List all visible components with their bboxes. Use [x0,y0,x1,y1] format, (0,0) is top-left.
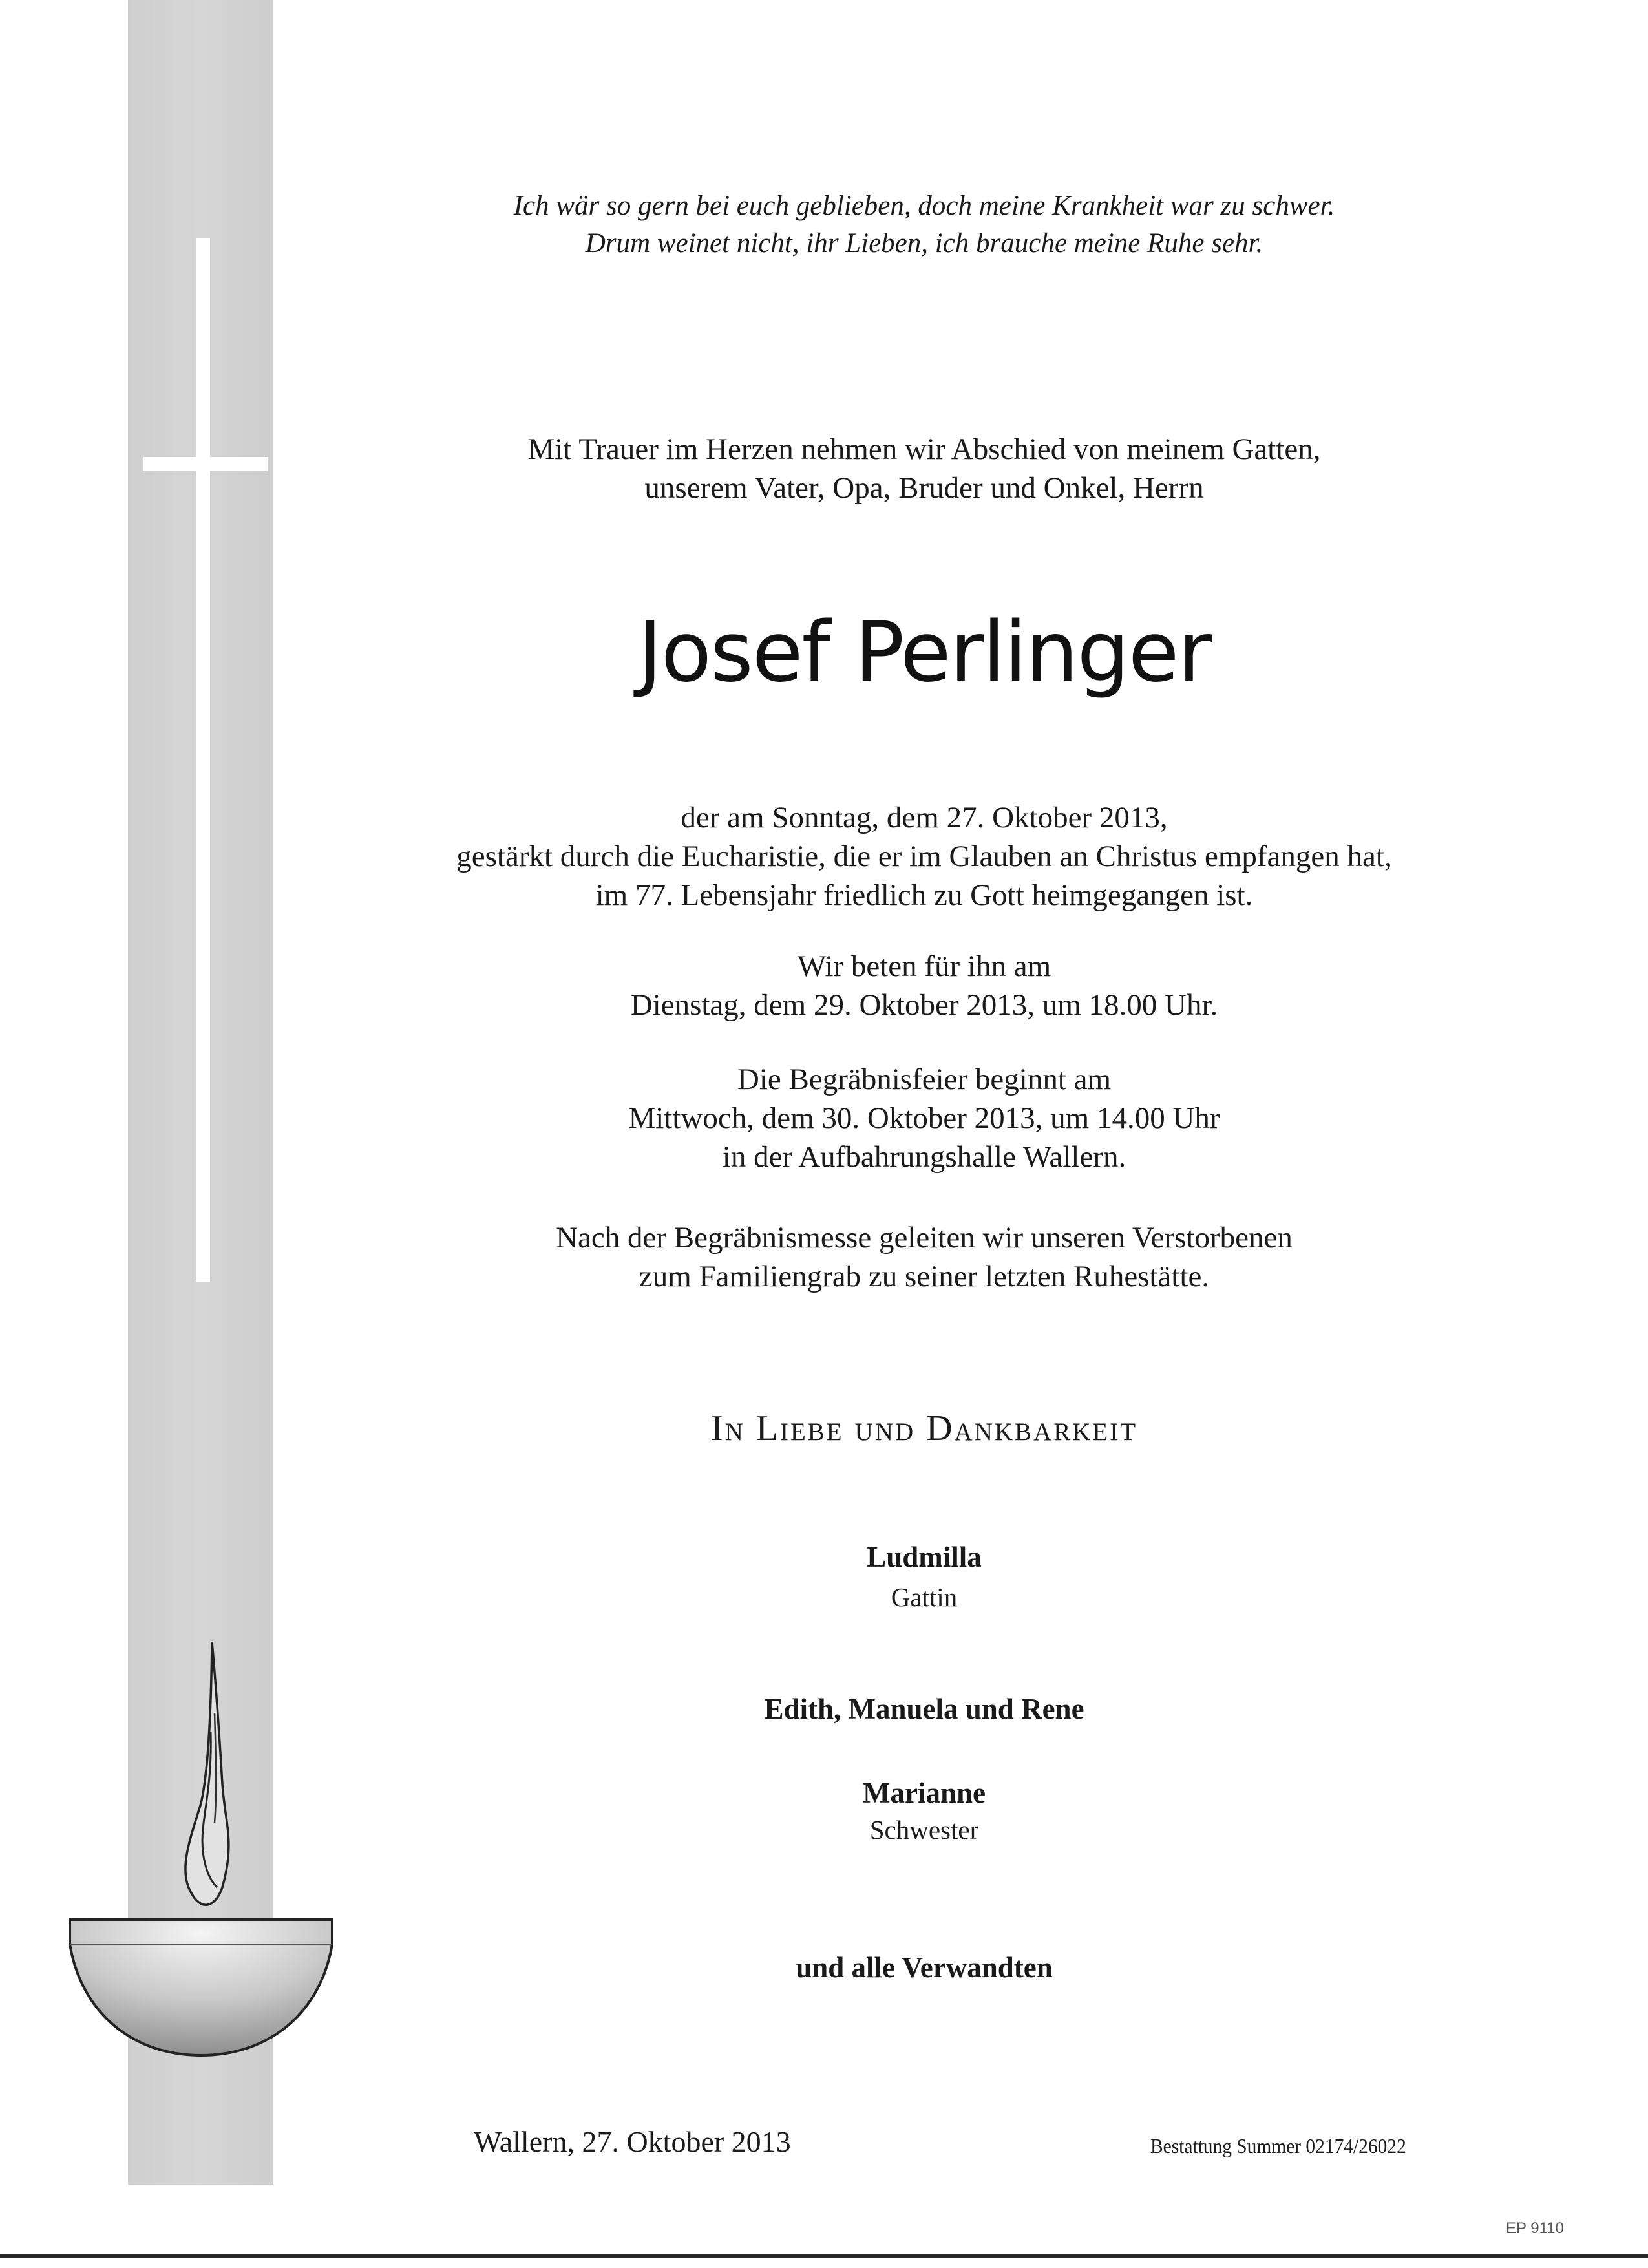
prayer-line-1: Wir beten für ihn am [797,949,1051,983]
funeral-line-2: Mittwoch, dem 30. Oktober 2013, um 14.00 Uhr [628,1101,1220,1135]
cross-icon-bar [143,457,268,471]
form-code: EP 9110 [1506,2220,1564,2237]
funeral-notice [278,1060,1570,1176]
funeral-line-1: Die Begräbnisfeier beginnt am [737,1063,1112,1096]
prayer-notice [278,947,1570,1024]
prayer-line-2: Dienstag, dem 29. Oktober 2013, um 18.00 Uhr. [630,988,1218,1022]
deceased-name: Josef Perlinger [637,604,1211,701]
burial-notice [278,1218,1570,1296]
death-notice [278,798,1570,915]
death-notice-line-3: im 77. Lebensjahr friedlich zu Gott heimgegangen ist. [595,878,1253,912]
burial-line-2: zum Familiengrab zu seiner letzten Ruhestätte. [639,1260,1210,1293]
undertaker-contact: Bestattung Summer 02174/26022 [1150,2134,1406,2157]
sibling-name: Marianne [863,1777,986,1809]
intro [278,430,1570,507]
burial-line-1: Nach der Begräbnismesse geleiten wir unseren Verstorbenen [556,1221,1293,1255]
bottom-rule [0,2254,1648,2258]
closing-phrase: In Liebe und Dankbarkeit [710,1408,1138,1448]
intro-line-1: Mit Trauer im Herzen nehmen wir Abschied von meinem Gatten, [527,432,1321,466]
death-notice-line-1: der am Sonntag, dem 27. Oktober 2013, [681,801,1168,834]
sibling-relation: Schwester [869,1815,979,1845]
verse-line-2: Drum weinet nicht, ihr Lieben, ich brauche meine Ruhe sehr. [585,228,1263,259]
funeral-line-3: in der Aufbahrungshalle Wallern. [722,1140,1126,1174]
spouse-name: Ludmilla [867,1541,982,1573]
place-date: Wallern, 27. Oktober 2013 [474,2125,791,2158]
children-names: Edith, Manuela und Rene [764,1693,1084,1725]
death-notice-line-2: gestärkt durch die Eucharistie, die er im Glauben an Christus empfangen hat, [456,840,1392,873]
intro-line-2: unserem Vater, Opa, Bruder und Onkel, Herrn [644,471,1204,505]
relatives: und alle Verwandten [796,1951,1053,1984]
spouse-relation: Gattin [891,1582,958,1612]
cross-icon [196,238,210,1282]
verse-line-1: Ich wär so gern bei euch geblieben, doch meine Krankheit war zu schwer. [513,191,1335,221]
verse [278,187,1570,262]
